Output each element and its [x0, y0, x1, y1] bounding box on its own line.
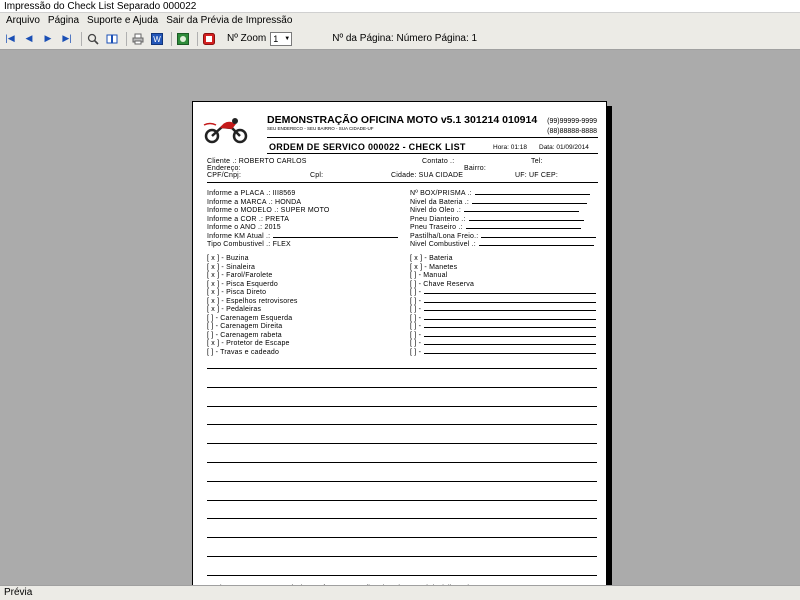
report-title: ORDEM DE SERVICO 000022 - CHECK LIST [269, 142, 466, 152]
checklist-item-right: [ ] - [410, 332, 596, 339]
company-phone-1: (99)99999-9999 [547, 118, 597, 125]
checklist-item-right: [ ] - [410, 315, 596, 322]
checklist-item-right: [ x ] - Bateria [410, 255, 453, 262]
fill-in-line [424, 327, 596, 328]
vehicle-field-left: Informe a MARCA .: HONDA [207, 198, 302, 206]
checklist-item-left: [ ] - Carenagem rabeta [207, 331, 282, 339]
report-data: Data: 01/09/2014 [539, 144, 589, 151]
title-divider [267, 153, 598, 154]
note-line [207, 387, 597, 388]
fill-in-line [479, 245, 594, 246]
zoom-label: Nº Zoom [227, 33, 267, 44]
client-contato: Contato .: [422, 158, 455, 165]
fill-in-line [466, 228, 581, 229]
zoom-value: 1 [273, 33, 279, 44]
client-cpl: Cpl: [310, 172, 324, 179]
client-cidade: Cidade: SUA CIDADE [391, 172, 464, 179]
toolbar-divider [81, 32, 82, 46]
client-tel: Tel: [531, 158, 543, 165]
menu-pagina[interactable]: Página [47, 15, 80, 26]
checklist-item-left: [ ] - Carenagem Esquerda [207, 314, 293, 322]
vehicle-field-right: Nivel Combustivel .: [410, 241, 594, 248]
fill-in-line [424, 302, 596, 303]
client-name: Cliente .: ROBERTO CARLOS [207, 158, 307, 165]
vehicle-field-right: Nº BOX/PRISMA .: [410, 190, 590, 197]
last-page-icon[interactable]: ▶| [62, 33, 72, 43]
checklist-item-right: [ ] - [410, 306, 596, 313]
zoom-select[interactable] [270, 32, 292, 46]
note-line [207, 443, 597, 444]
menu-bar [0, 13, 800, 28]
header-divider [267, 137, 598, 138]
company-name: DEMONSTRAÇÃO OFICINA MOTO v5.1 301214 010914 [267, 114, 538, 126]
prev-page-icon[interactable]: ◀ [25, 33, 33, 43]
note-line [207, 556, 597, 557]
client-uf-cep: UF: UF CEP: [515, 172, 559, 179]
checklist-item-left: [ x ] - Buzina [207, 255, 249, 262]
note-line [207, 406, 597, 407]
vehicle-field-right: Pastilha/Lona Freio.: [410, 233, 596, 240]
checklist-item-left: [ x ] - Pedaleiras [207, 306, 262, 313]
book-icon[interactable] [105, 32, 119, 46]
vehicle-field-left: Informe a COR .: PRETA [207, 215, 290, 223]
page-number-label: Nº da Página: Número Página: 1 [332, 33, 478, 44]
excel-export-icon[interactable] [176, 32, 190, 46]
checklist-item-left: [ x ] - Farol/Farolete [207, 272, 273, 279]
fill-in-line [424, 310, 596, 311]
fill-in-line [475, 194, 590, 195]
checklist-item-right: [ ] - [410, 298, 596, 305]
note-line [207, 537, 597, 538]
checklist-item-left: [ x ] - Protetor de Escape [207, 340, 290, 347]
fill-in-line [469, 220, 584, 221]
note-line [207, 368, 597, 369]
next-page-icon[interactable]: ▶ [44, 33, 52, 43]
report-page [192, 101, 607, 600]
fill-in-line [273, 237, 398, 238]
fill-in-line [424, 344, 596, 345]
checklist-item-right: [ ] - [410, 323, 596, 330]
company-address: SEU ENDERECO - SEU BAIRRO - SUA CIDADE-UF [267, 126, 374, 131]
checklist-item-left: [ x ] - Sinaleira [207, 263, 256, 271]
client-divider [207, 182, 598, 183]
note-line [207, 500, 597, 501]
menu-suporte[interactable]: Suporte e Ajuda [87, 15, 159, 26]
toolbar-divider [197, 32, 198, 46]
client-bairro: Bairro: [464, 165, 487, 172]
fill-in-line [464, 211, 579, 212]
status-bar: Prévia [0, 585, 800, 600]
fill-in-line [424, 293, 596, 294]
note-line [207, 575, 597, 576]
checklist-item-right: [ x ] - Manetes [410, 263, 458, 271]
checklist-item-left: [ ] - Travas e cadeado [207, 348, 280, 356]
first-page-icon[interactable]: |◀ [5, 33, 15, 43]
printer-icon[interactable] [131, 32, 145, 46]
vehicle-field-left: Informe o MODELO .: SUPER MOTO [207, 207, 330, 214]
note-line [207, 462, 597, 463]
checklist-item-right: [ ] - [410, 340, 596, 347]
note-line [207, 481, 597, 482]
client-endereco: Endereço: [207, 165, 241, 172]
report-hora: Hora: 01:18 [493, 144, 527, 151]
zoom-magnifier-icon[interactable] [86, 32, 100, 46]
vehicle-field-left: Informe o ANO .: 2015 [207, 224, 281, 231]
company-phone-2: (88)88888-8888 [547, 128, 597, 135]
toolbar-divider [171, 32, 172, 46]
fill-in-line [424, 319, 596, 320]
vehicle-field-left: Informe KM Atual .: [207, 233, 398, 240]
checklist-item-right: [ ] - Chave Reserva [410, 280, 475, 288]
pdf-export-icon[interactable] [202, 32, 216, 46]
chevron-down-icon: ▼ [284, 35, 291, 42]
client-cpf: CPF/Cnpj: [207, 172, 242, 179]
toolbar-divider [126, 32, 127, 46]
checklist-item-right: [ ] - Manual [410, 272, 448, 279]
menu-arquivo[interactable]: Arquivo [6, 15, 40, 26]
fill-in-line [424, 336, 596, 337]
note-line [207, 518, 597, 519]
checklist-item-right: [ ] - [410, 349, 596, 356]
preview-area[interactable] [0, 51, 800, 585]
vehicle-field-right: Nivel da Bateria .: [410, 199, 587, 206]
vehicle-field-right: Nivel do Oleo .: [410, 207, 579, 214]
fill-in-line [481, 237, 596, 238]
window-title: Impressão do Check List Separado 000022 [0, 0, 800, 13]
checklist-item-left: [ x ] - Pisca Esquerdo [207, 280, 278, 288]
checklist-item-left: [ ] - Carenagem Direita [207, 323, 283, 330]
motorcycle-logo-icon [202, 116, 252, 144]
checklist-item-left: [ x ] - Pisca Direto [207, 289, 267, 296]
vehicle-field-left: Tipo Combustivel .: FLEX [207, 241, 291, 248]
vehicle-field-left: Informe a PLACA .: III8569 [207, 190, 296, 197]
svg-text:W: W [153, 34, 161, 44]
vehicle-field-right: Pneu Dianteiro .: [410, 216, 584, 223]
checklist-item-left: [ x ] - Espelhos retrovisores [207, 297, 298, 305]
fill-in-line [472, 203, 587, 204]
word-export-icon[interactable] [150, 32, 164, 46]
toolbar [0, 28, 800, 50]
menu-sair-previa[interactable]: Sair da Prévia de Impressão [166, 15, 293, 26]
fill-in-line [424, 353, 596, 354]
vehicle-field-right: Pneu Traseiro .: [410, 224, 581, 231]
note-line [207, 424, 597, 425]
checklist-item-right: [ ] - [410, 289, 596, 296]
